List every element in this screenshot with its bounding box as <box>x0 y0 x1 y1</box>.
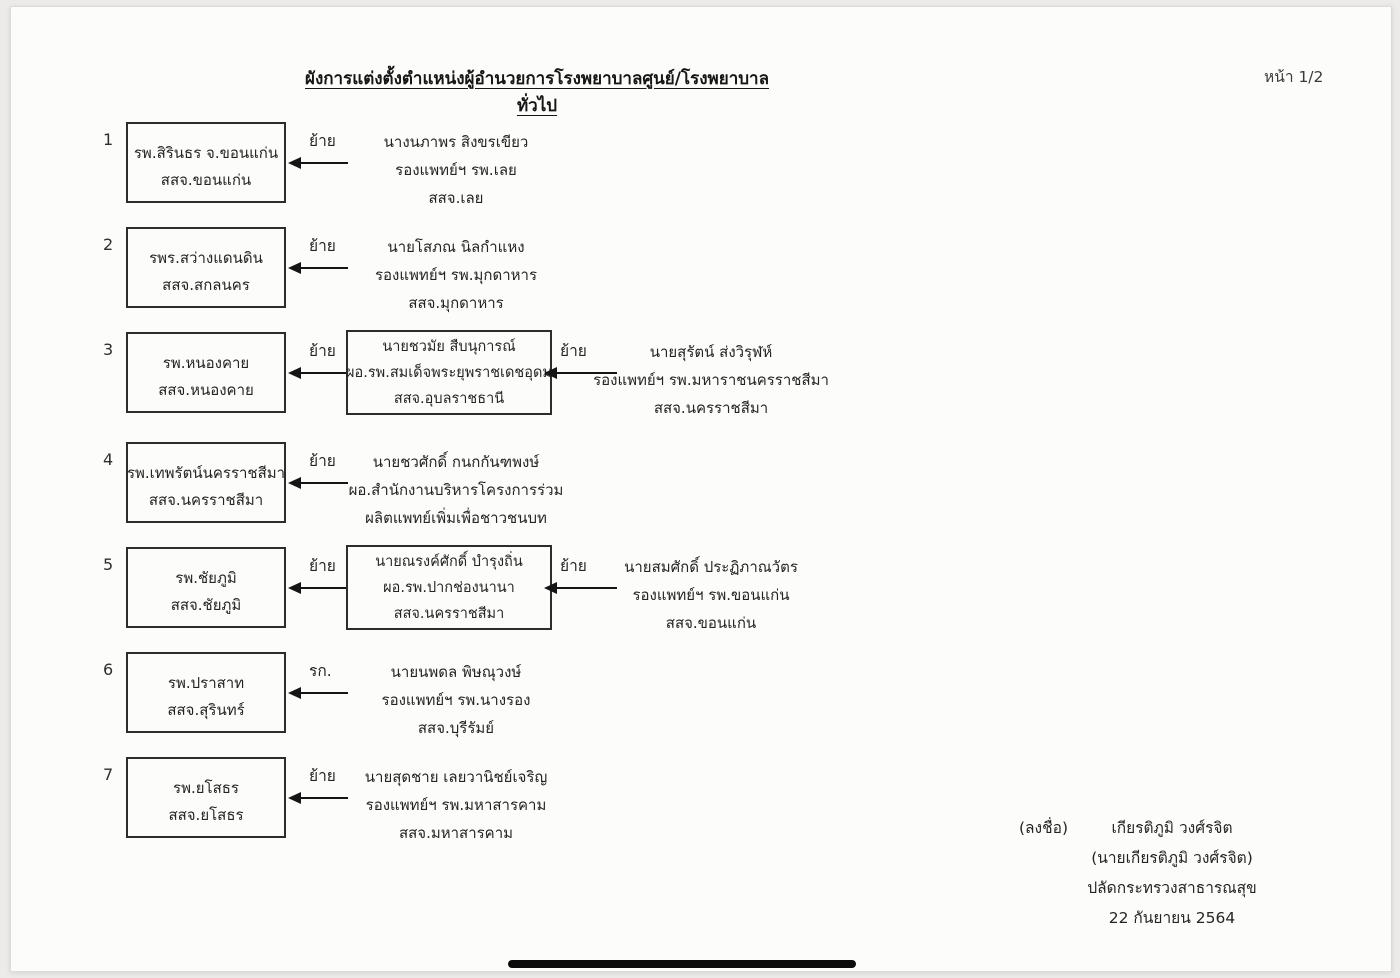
transfer-type-label: ย้าย <box>309 132 336 150</box>
appointee-name: นายณรงค์ศักดิ์ บำรุงถิ่น <box>375 553 523 570</box>
signatory-signed-name: เกียรติภูมิ วงศ์รจิต <box>1111 819 1233 837</box>
page-title: ผังการแต่งตั้งตำแหน่งผู้อำนวยการโรงพยาบาลศูนย์/โรงพยาบาลทั่วไป <box>305 69 769 116</box>
appointee-name: นายชวมัย สืบนุการณ์ <box>382 338 516 355</box>
appointee-info <box>339 763 573 847</box>
row-number: 3 <box>103 340 114 359</box>
destination-hospital-box <box>126 227 286 308</box>
appointee-office: สสจ.บุรีรัมย์ <box>417 719 495 737</box>
signatory-title: ปลัดกระทรวงสาธารณสุข <box>1087 879 1257 897</box>
hospital-name: รพ.เทพรัตน์นครราชสีมา <box>126 464 286 482</box>
transfer-type-label: ย้าย <box>560 557 587 575</box>
row-number: 5 <box>103 555 114 574</box>
hospital-name: รพ.ปราสาท <box>167 674 245 692</box>
home-indicator-bar[interactable] <box>508 960 856 968</box>
signatory-name: (นายเกียรติภูมิ วงศ์รจิต) <box>1091 849 1253 867</box>
appointee-name: นายโสภณ นิลกำแหง <box>387 238 525 256</box>
appointee-position: รองแพทย์ฯ รพ.ขอนแก่น <box>632 586 790 604</box>
appointee-name: นางนภาพร สิงขรเขียว <box>383 133 529 151</box>
appointee-position: รองแพทย์ฯ รพ.มุกดาหาร <box>374 266 538 284</box>
appointee-info <box>581 338 841 422</box>
page-number: หน้า 1/2 <box>1264 68 1324 86</box>
appointee-position: รองแพทย์ฯ รพ.มหาราชนครราชสีมา <box>593 371 829 389</box>
appointee-office: สสจ.นครราชสีมา <box>393 605 505 622</box>
left-arrow-icon <box>300 587 348 589</box>
appointee-info <box>339 658 573 742</box>
provincial-health-office: สสจ.หนองคาย <box>158 381 254 399</box>
appointment-row <box>11 122 1400 234</box>
appointment-row <box>11 547 1400 659</box>
signature-label: (ลงชื่อ) <box>1019 819 1068 837</box>
hospital-name: รพ.หนองคาย <box>162 354 250 372</box>
hospital-name: รพร.สว่างแดนดิน <box>149 249 263 267</box>
appointee-office: สสจ.ขอนแก่น <box>665 614 757 632</box>
hospital-name: รพ.ยโสธร <box>173 779 239 797</box>
provincial-health-office: สสจ.สุรินทร์ <box>167 701 245 719</box>
appointee-position: ผอ.สำนักงานบริหารโครงการร่วม <box>348 481 564 499</box>
appointee-office: สสจ.มุกดาหาร <box>408 294 504 312</box>
appointee-name: นายสุรัตน์ ส่งวิรุฬห์ <box>649 343 773 361</box>
appointment-row <box>11 652 1400 764</box>
appointee-office: สสจ.เลย <box>428 189 484 207</box>
transfer-type-label: ย้าย <box>309 452 336 470</box>
row-number: 7 <box>103 765 114 784</box>
destination-hospital-box <box>126 757 286 838</box>
row-number: 2 <box>103 235 114 254</box>
appointee-info <box>339 128 573 212</box>
provincial-health-office: สสจ.ขอนแก่น <box>160 171 252 189</box>
hospital-name: รพ.ชัยภูมิ <box>175 569 237 587</box>
appointee-position: ผอ.รพ.ปากช่องนานา <box>383 579 515 596</box>
appointee-name: นายนพดล พิษณุวงษ์ <box>390 663 522 681</box>
appointment-row <box>11 442 1400 554</box>
appointee-position: รองแพทย์ฯ รพ.มหาสารคาม <box>365 796 547 814</box>
appointee-position: รองแพทย์ฯ รพ.นางรอง <box>381 691 531 709</box>
intermediate-appointee-box <box>346 545 552 630</box>
provincial-health-office: สสจ.นครราชสีมา <box>148 491 264 509</box>
appointee-office: สสจ.มหาสารคาม <box>398 824 514 842</box>
destination-hospital-box <box>126 547 286 628</box>
transfer-type-label: รก. <box>309 662 332 680</box>
document-page <box>10 6 1392 972</box>
appointee-position: ผอ.รพ.สมเด็จพระยุพราชเดชอุดม <box>346 364 552 381</box>
row-number: 1 <box>103 130 114 149</box>
destination-hospital-box <box>126 122 286 203</box>
appointment-row <box>11 332 1400 444</box>
hospital-name: รพ.สิรินธร จ.ขอนแก่น <box>133 144 279 162</box>
signature-block <box>1074 813 1270 933</box>
transfer-type-label: ย้าย <box>309 557 336 575</box>
provincial-health-office: สสจ.ชัยภูมิ <box>170 596 242 614</box>
transfer-type-label: ย้าย <box>309 237 336 255</box>
appointee-name: นายชวศักดิ์ กนกกันฑพงษ์ <box>372 453 540 471</box>
left-arrow-icon <box>300 372 348 374</box>
appointment-row <box>11 227 1400 339</box>
row-number: 4 <box>103 450 114 469</box>
provincial-health-office: สสจ.ยโสธร <box>168 806 244 824</box>
appointee-office: ผลิตแพทย์เพิ่มเพื่อชาวชนบท <box>365 509 547 527</box>
transfer-type-label: ย้าย <box>309 767 336 785</box>
appointee-position: รองแพทย์ฯ รพ.เลย <box>395 161 517 179</box>
provincial-health-office: สสจ.สกลนคร <box>162 276 250 294</box>
appointee-name: นายสุดชาย เลยวานิชย์เจริญ <box>364 768 548 786</box>
transfer-type-label: ย้าย <box>309 342 336 360</box>
transfer-type-label: ย้าย <box>560 342 587 360</box>
appointee-office: สสจ.อุบลราชธานี <box>393 390 505 407</box>
appointee-office: สสจ.นครราชสีมา <box>653 399 769 417</box>
appointee-info <box>339 233 573 317</box>
destination-hospital-box <box>126 442 286 523</box>
appointee-info <box>581 553 841 637</box>
signature-date: 22 กันยายน 2564 <box>1108 909 1236 927</box>
row-number: 6 <box>103 660 114 679</box>
intermediate-appointee-box <box>346 330 552 415</box>
appointee-info <box>339 448 573 532</box>
destination-hospital-box <box>126 652 286 733</box>
appointee-name: นายสมศักดิ์ ประฏิภาณวัตร <box>624 558 798 576</box>
destination-hospital-box <box>126 332 286 413</box>
